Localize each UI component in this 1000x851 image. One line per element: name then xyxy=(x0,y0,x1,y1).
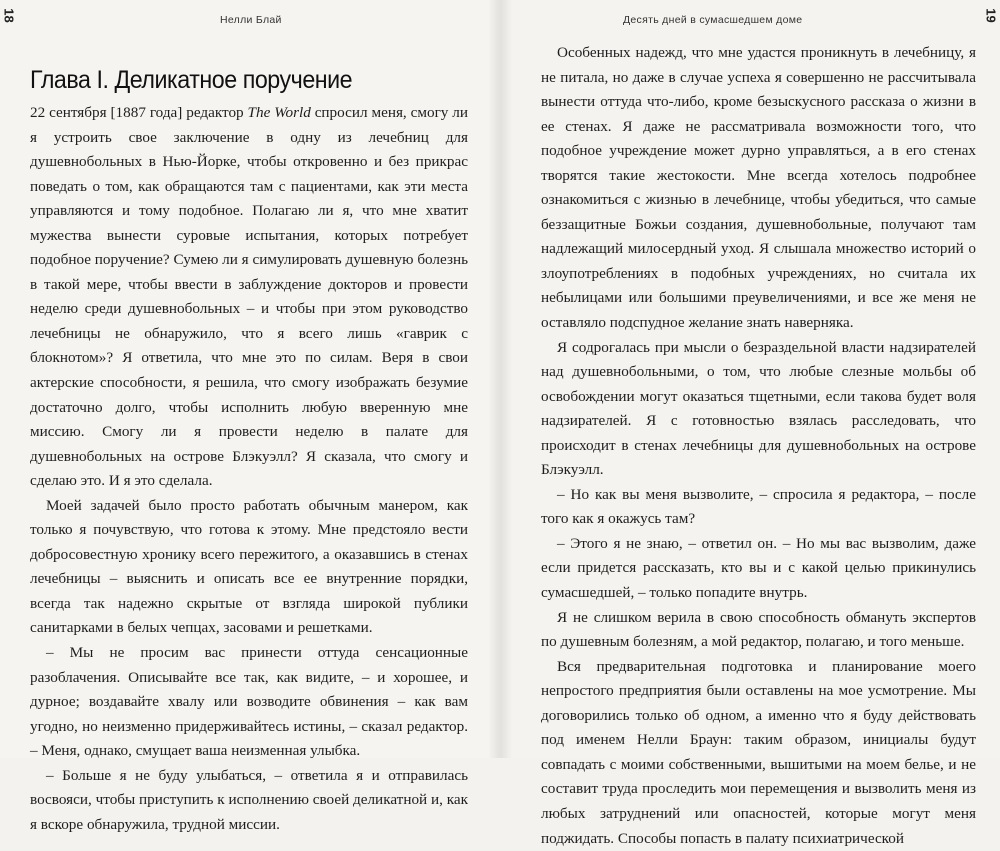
paragraph: Особенных надежд, что мне удастся проникнуть в лечебницу, я не питала, но даже в случае успеха я совершенно не рассчитывала вынести оттуда что-либо, кроме безыскусного рассказа о жизни в ее стенах. Я даже не рассматривала возможности того, что подобное учреждение может дурно управляться, а в его стенах творятся такие жестокости. Мне всегда хотелось подробнее ознакомиться с жизнью в лечебнице, чтобы убедиться, что самые беззащитные Божьи создания, душевнобольные, получают там надлежащий милосердный уход. Я слышала множество историй о злоупотреблениях в подобных учреждениях, но считала их небылицами или большими преувеличениями, и все же меня не оставляло подспудное желание знать наверняка. xyxy=(541,44,976,332)
book-spine-gutter xyxy=(488,0,512,758)
paragraph: – Но как вы меня вызволите, – спросила я редактора, – после того как я окажусь там? xyxy=(541,485,976,528)
paragraph: Моей задачей было просто работать обычным манером, как только я почувствую, что готова к этому. Мне предстояло вести добросовестную хронику всего пережитого, а оказавшись в стенах лечебницы – выяснить и описать все ее внутренние порядки, всегда так надежно скрытые от взгляда широкой публики санитарками в белых чепцах, засовами и решетками. xyxy=(30,496,468,637)
paragraph: Я содрогалась при мысли о безраздельной власти надзирателей над душевнобольными, о том, что любые слезные мольбы об освобождении могут оказаться тщетными, если такова будет воля надзирателей. Я с готовностью взялась расследовать, что происходит в стенах лечебницы для душевнобольных на острове Блэкуэлл. xyxy=(541,338,976,479)
paragraph: Я не слишком верила в свою способность обмануть экспертов по душевным болезням, а мой редактор, полагаю, и того меньше. xyxy=(541,608,976,651)
body-text xyxy=(30,101,468,837)
running-header-title: Десять дней в сумасшедшем доме xyxy=(623,14,803,26)
left-page xyxy=(0,0,500,833)
newspaper-title: The World xyxy=(247,104,311,121)
paragraph: Вся предварительная подготовка и планирование моего непростого предприятия были оставлены на мое усмотрение. Мы договорились только об одном, а именно что я буду действовать под именем Нелли Браун: таким образом, инициалы будут совпадать с моими собственными, вышитыми на моем белье, и не составит труда проследить мои перемещения и вызволить меня из любых затруднений или опасностей, которые могут меня поджидать. Способы попасть в палату психиатрической xyxy=(541,657,976,847)
paragraph: – Этого я не знаю, – ответил он. – Но мы вас вызволим, даже если придется рассказать, кто вы и с какой целью прикинулись сумасшедшей, – только попадите внутрь. xyxy=(541,534,976,602)
paragraph: 22 сентября [1887 года] редактор The World спросил меня, смогу ли я устроить свое заключение в одну из лечебниц для душевнобольных в Нью-Йорке, чтобы откровенно и без прикрас поведать о том, как обращаются там с пациентами, как эти места управляются и тому подобное. Полагаю ли я, что мне хватит мужества вынести суровые испытания, которых потребует подобное поручение? Сумею ли я симулировать душевную болезнь в такой мере, чтобы ввести в заблуждение докторов и провести неделю среди душевнобольных – и чтобы при этом руководство лечебницы не обнаружило, что я всего лишь «гаврик с блокнотом»? Я ответила, что мне это по силам. Веря в свои актерские способности, я решила, что смогу изображать безумие достаточно долго, чтобы исполнить любую вверенную мне миссию. Смогу ли я провести неделю в палате для душевнобольных на острове Блэкуэлл? Я сказала, что смогу и сделаю это. И я это сделала. xyxy=(30,104,468,490)
running-header-author: Нелли Блай xyxy=(220,14,282,26)
chapter-title: Глава I. Деликатное поручение xyxy=(30,66,353,94)
page-number: 19 xyxy=(983,8,999,23)
right-page xyxy=(500,0,1000,847)
paragraph: – Мы не просим вас принести оттуда сенсационные разоблачения. Описывайте все так, как видите, – и хорошее, и дурное; воздавайте хвалу или возводите обвинения – как вам угодно, но неизменно придерживайтесь истины, – сказал редактор. – Меня, однако, смущает ваша неизменная улыбка. xyxy=(30,644,468,760)
body-text xyxy=(541,41,976,851)
page-number: 18 xyxy=(1,8,17,23)
paragraph: – Больше я не буду улыбаться, – ответила я и отправилась восвояси, чтобы приступить к исполнению своей деликатной и, как я вскоре обнаружила, трудной миссии. xyxy=(30,766,468,833)
